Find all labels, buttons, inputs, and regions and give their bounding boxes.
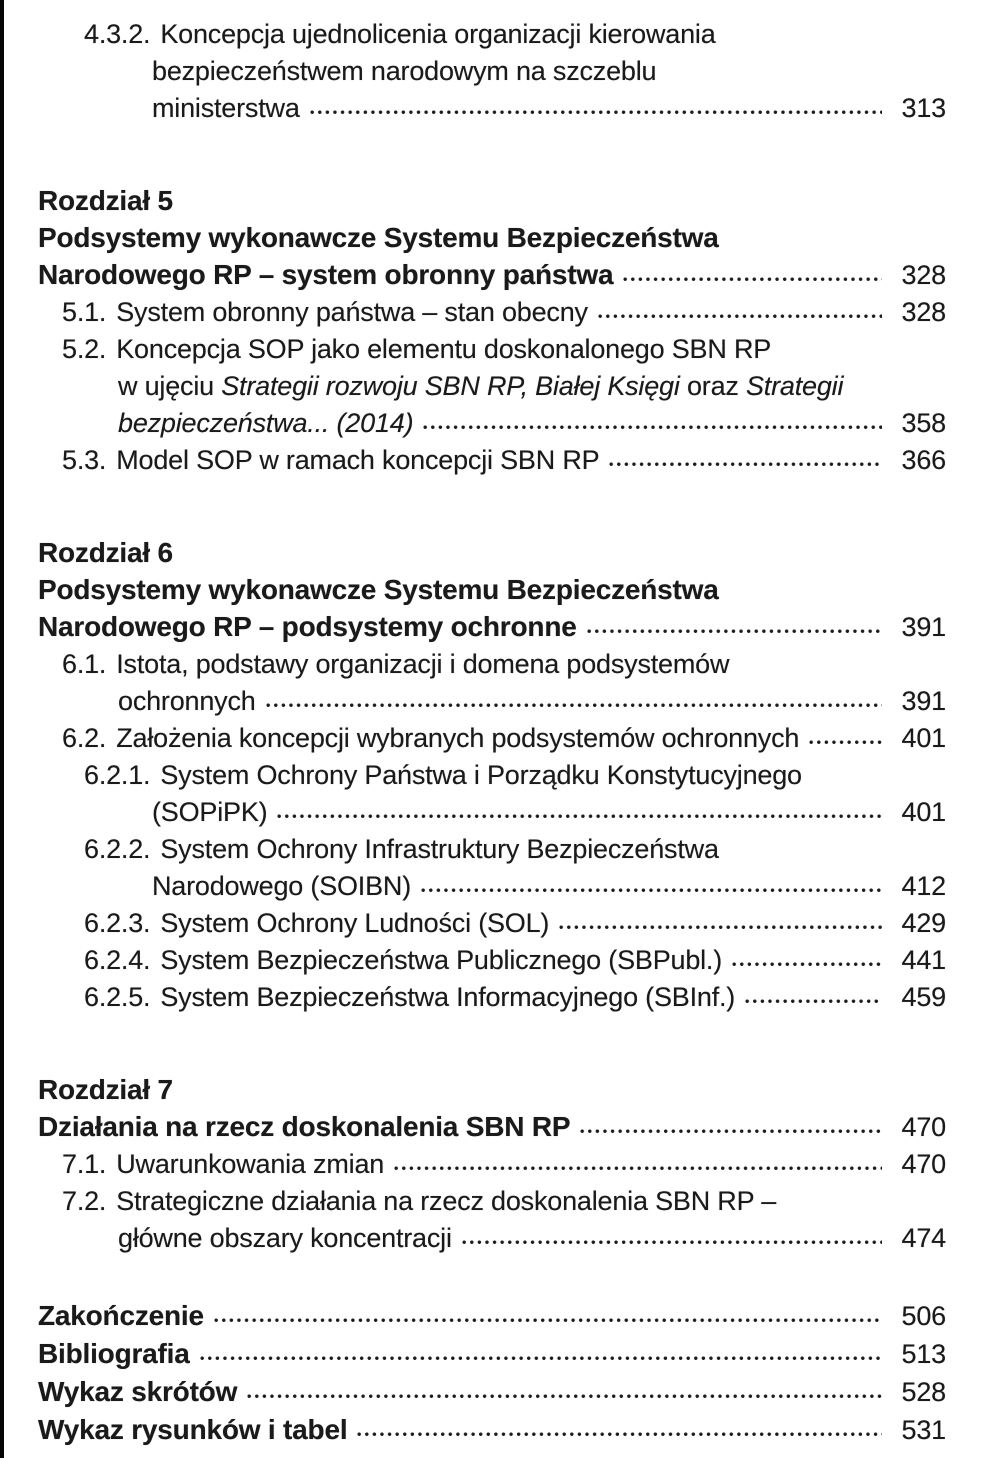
entry-line — [38, 905, 946, 942]
entry-line — [38, 1183, 946, 1220]
toc-entry — [38, 16, 946, 127]
entry-line — [38, 256, 946, 294]
dot-leader — [266, 703, 882, 708]
entry-text-segment: Wykaz rysunków i tabel — [38, 1414, 348, 1445]
dot-leader — [598, 314, 882, 319]
entry-line — [38, 331, 946, 368]
entry-line — [38, 646, 946, 683]
page-number: 459 — [901, 982, 946, 1012]
page-number: 506 — [901, 1301, 946, 1331]
entry-number: 5.3. — [62, 445, 107, 475]
chapter-label: Rozdział 5 — [38, 185, 173, 216]
entry-line — [38, 442, 946, 479]
toc-entry — [38, 1411, 946, 1449]
page-number: 328 — [901, 260, 946, 290]
entry-text-segment: w ujęciu — [118, 371, 222, 401]
toc-entry — [38, 331, 946, 442]
entry-text-segment: ochronnych — [118, 686, 256, 716]
page-number: 401 — [901, 723, 946, 753]
page-number: 470 — [901, 1149, 946, 1179]
toc-entry — [38, 1183, 946, 1257]
entry-line — [38, 1220, 946, 1257]
dot-leader — [214, 1318, 882, 1323]
entry-line — [38, 831, 946, 868]
entry-text — [38, 1297, 204, 1334]
entry-text — [38, 608, 577, 645]
page-number: 528 — [901, 1377, 946, 1407]
toc-entry — [38, 942, 946, 979]
page-number: 429 — [901, 908, 946, 938]
entry-text — [84, 760, 802, 790]
toc-entry — [38, 646, 946, 720]
entry-text — [84, 834, 719, 864]
entry-text-segment: Narodowego (SOIBN) — [152, 871, 412, 901]
entry-text-segment: Koncepcja SOP jako elementu doskonalonego SBN RP — [116, 334, 772, 364]
chapter-label: Rozdział 6 — [38, 537, 173, 568]
entry-text-segment: (SOPiPK) — [152, 797, 268, 827]
entry-text-segment: Działania na rzecz doskonalenia SBN RP — [38, 1111, 571, 1142]
toc-entry — [38, 979, 946, 1016]
entry-line — [38, 794, 946, 831]
entry-text — [152, 90, 300, 127]
entry-text-segment: Narodowego RP – system obronny państwa — [38, 259, 614, 290]
entry-text-segment: Zakończenie — [38, 1300, 204, 1331]
entry-line — [38, 571, 946, 608]
entry-line — [38, 683, 946, 720]
dot-leader — [609, 462, 882, 467]
entry-number: 6.2.1. — [84, 760, 151, 790]
entry-line — [38, 1146, 946, 1183]
entry-line — [38, 53, 946, 90]
entry-line — [38, 405, 946, 442]
dot-leader — [200, 1356, 882, 1361]
toc-entry — [38, 442, 946, 479]
entry-text-segment: Podsystemy wykonawcze Systemu Bezpieczeństwa — [38, 574, 719, 605]
entry-text-segment: ministerstwa — [152, 93, 300, 123]
entry-line — [38, 1108, 946, 1146]
dot-leader — [394, 1166, 882, 1171]
page-number: 470 — [901, 1112, 946, 1142]
entry-text-segment: System Bezpieczeństwa Publicznego (SBPubl.) — [160, 945, 723, 975]
dot-leader — [357, 1432, 882, 1437]
entry-text — [38, 574, 719, 605]
entry-number: 6.2.2. — [84, 834, 151, 864]
entry-text-segment: System Ochrony Państwa i Porządku Konstytucyjnego — [160, 760, 802, 790]
entry-text — [62, 1186, 776, 1216]
entry-text — [152, 794, 267, 831]
entry-number: 6.2.5. — [84, 982, 151, 1012]
entry-text-segment: bezpieczeństwem narodowym na szczeblu — [152, 56, 657, 86]
page-number: 358 — [901, 408, 946, 438]
entry-text-segment: główne obszary koncentracji — [118, 1223, 452, 1253]
dot-leader — [423, 425, 882, 430]
entry-number: 6.2.4. — [84, 945, 151, 975]
entry-number: 5.1. — [62, 297, 107, 327]
entry-number: 5.2. — [62, 334, 107, 364]
entry-line — [38, 868, 946, 905]
entry-text-segment: System Ochrony Infrastruktury Bezpieczeństwa — [160, 834, 719, 864]
entry-text — [118, 371, 843, 401]
entry-line — [38, 720, 946, 757]
page-number: 513 — [901, 1339, 946, 1369]
page-number: 328 — [901, 297, 946, 327]
entry-line — [38, 608, 946, 646]
entry-line — [38, 942, 946, 979]
entry-line — [38, 1411, 946, 1449]
entry-text-segment: Strategiczne działania na rzecz doskonalenia SBN RP – — [116, 1186, 777, 1216]
chapter-label: Rozdział 7 — [38, 1074, 173, 1105]
entry-line — [38, 368, 946, 405]
entry-number: 7.2. — [62, 1186, 107, 1216]
entry-line — [38, 294, 946, 331]
toc-entry — [38, 757, 946, 831]
entry-text — [62, 1146, 384, 1183]
entry-text-segment: Uwarunkowania zmian — [116, 1149, 385, 1179]
toc-entry — [38, 905, 946, 942]
entry-text-segment: Narodowego RP – podsystemy ochronne — [38, 611, 577, 642]
entry-text-segment: System obronny państwa – stan obecny — [116, 297, 588, 327]
page-number: 441 — [901, 945, 946, 975]
entry-text-segment: Istota, podstawy organizacji i domena podsystemów — [116, 649, 730, 679]
toc-entry — [38, 1373, 946, 1411]
entry-line — [38, 1373, 946, 1411]
toc-entry — [38, 720, 946, 757]
dot-leader — [247, 1394, 882, 1399]
page-number: 313 — [901, 93, 946, 123]
entry-number: 4.3.2. — [84, 19, 151, 49]
dot-leader — [623, 277, 882, 282]
entry-line — [38, 1335, 946, 1373]
dot-leader — [310, 110, 882, 115]
entry-text — [62, 720, 799, 757]
toc-entry — [38, 1146, 946, 1183]
dot-leader — [745, 999, 882, 1004]
entry-text — [84, 19, 716, 49]
entry-text — [62, 649, 729, 679]
entry-text — [62, 294, 588, 331]
entry-text — [62, 334, 771, 364]
entry-text-segment: Wykaz skrótów — [38, 1376, 238, 1407]
page-number: 412 — [901, 871, 946, 901]
entry-text-segment: Założenia koncepcji wybranych podsystemów ochronnych — [116, 723, 800, 753]
entry-text — [38, 1108, 570, 1145]
dot-leader — [559, 925, 882, 930]
entry-number: 6.1. — [62, 649, 107, 679]
page-number: 366 — [901, 445, 946, 475]
entry-text — [62, 442, 599, 479]
toc-entry — [38, 1297, 946, 1335]
entry-text — [38, 222, 719, 253]
toc-chapter-entry — [38, 1071, 946, 1146]
toc-chapter-entry — [38, 534, 946, 646]
dot-leader — [732, 962, 882, 967]
dot-leader — [421, 888, 882, 893]
entry-number: 7.1. — [62, 1149, 107, 1179]
entry-line — [38, 757, 946, 794]
entry-text-segment: oraz — [679, 371, 746, 401]
page-number: 391 — [901, 612, 946, 642]
entry-text — [84, 905, 549, 942]
entry-text-segment: System Bezpieczeństwa Informacyjnego (SBInf.) — [160, 982, 736, 1012]
toc-entry — [38, 294, 946, 331]
entry-text — [38, 256, 613, 293]
dot-leader — [277, 814, 882, 819]
entry-text — [118, 1220, 452, 1257]
entry-text — [118, 405, 413, 442]
page-number: 401 — [901, 797, 946, 827]
entry-line — [38, 90, 946, 127]
entry-line — [38, 1297, 946, 1335]
entry-text — [118, 683, 256, 720]
toc-chapter-entry — [38, 182, 946, 294]
entry-text — [84, 979, 735, 1016]
entry-text-segment: Podsystemy wykonawcze Systemu Bezpieczeństwa — [38, 222, 719, 253]
entry-text — [84, 942, 722, 979]
dot-leader — [580, 1129, 882, 1134]
entry-text-segment: bezpieczeństwa... (2014) — [118, 408, 414, 438]
page-number: 391 — [901, 686, 946, 716]
entry-text — [38, 1373, 237, 1410]
entry-text-segment: Model SOP w ramach koncepcji SBN RP — [116, 445, 600, 475]
entry-text-segment: System Ochrony Ludności (SOL) — [160, 908, 550, 938]
entry-text-segment: Bibliografia — [38, 1338, 190, 1369]
entry-line — [38, 219, 946, 256]
entry-line — [38, 979, 946, 1016]
entry-text-segment: Koncepcja ujednolicenia organizacji kierowania — [160, 19, 716, 49]
entry-line — [38, 16, 946, 53]
entry-text — [152, 56, 656, 86]
entry-text — [38, 1335, 190, 1372]
entry-text-segment: Strategii — [746, 371, 844, 401]
toc-entry — [38, 1335, 946, 1373]
entry-number: 6.2. — [62, 723, 107, 753]
toc-entry — [38, 831, 946, 905]
dot-leader — [587, 629, 882, 634]
dot-leader — [809, 740, 882, 745]
entry-text — [152, 868, 411, 905]
page-number: 531 — [901, 1415, 946, 1445]
entry-text — [38, 1411, 347, 1448]
dot-leader — [462, 1240, 882, 1245]
entry-number: 6.2.3. — [84, 908, 151, 938]
page-number: 474 — [901, 1223, 946, 1253]
entry-text-segment: Strategii rozwoju SBN RP, Białej Księgi — [221, 371, 680, 401]
